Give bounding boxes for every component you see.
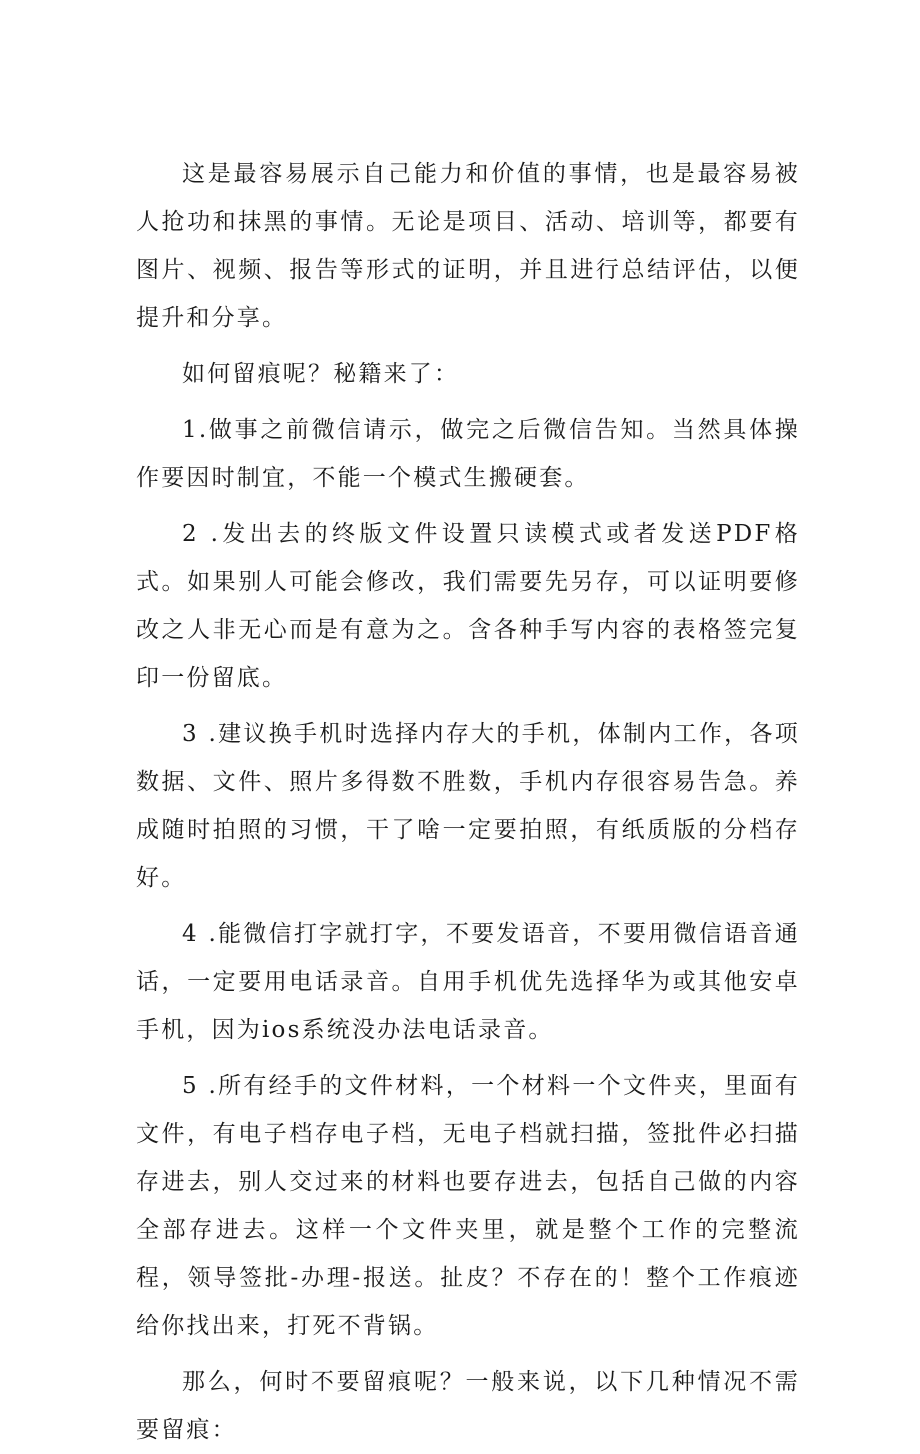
document-body — [136, 150, 800, 1454]
paragraph-how-to: 如何留痕呢？秘籍来了： — [182, 361, 460, 387]
paragraph-tip-5: 5 .所有经手的文件材料，一个材料一个文件夹，里面有文件，有电子档存电子档，无电子档就扫描，签批件必扫描存进去，别人交过来的材料也要存进去，包括自己做的内容全部存进去。这样一个文件夹里，就是整个工作的完整流程，领导签批-办理-报送。扯皮？不存在的！整个工作痕迹给你找出来，打死不背锅。 — [136, 1073, 800, 1339]
paragraph-tip-4: 4 .能微信打字就打字，不要发语音，不要用微信语音通话，一定要用电话录音。自用手机优先选择华为或其他安卓手机，因为ios系统没办法电话录音。 — [136, 921, 800, 1043]
paragraph-tip-2: 2 .发出去的终版文件设置只读模式或者发送PDF格式。如果别人可能会修改，我们需要先另存，可以证明要修改之人非无心而是有意为之。含各种手写内容的表格签完复印一份留底。 — [136, 521, 800, 691]
paragraph-tip-1: 1.做事之前微信请示，做完之后微信告知。当然具体操作要因时制宜，不能一个模式生搬硬套。 — [136, 417, 800, 491]
paragraph-tip-3: 3 .建议换手机时选择内存大的手机，体制内工作，各项数据、文件、照片多得数不胜数，手机内存很容易告急。养成随时拍照的习惯，干了啥一定要拍照，有纸质版的分档存好。 — [136, 721, 800, 891]
paragraph-intro: 这是最容易展示自己能力和价值的事情，也是最容易被人抢功和抹黑的事情。无论是项目、活动、培训等，都要有图片、视频、报告等形式的证明，并且进行总结评估，以便提升和分享。 — [136, 161, 800, 331]
paragraph-when-not: 那么，何时不要留痕呢？一般来说，以下几种情况不需要留痕： — [136, 1369, 800, 1443]
